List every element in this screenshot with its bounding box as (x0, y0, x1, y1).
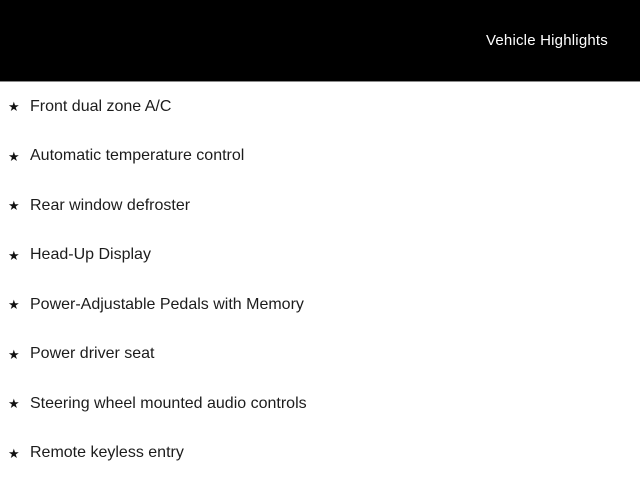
highlight-label: Automatic temperature control (30, 147, 245, 165)
highlight-label: Head-Up Display (30, 246, 151, 264)
highlight-label: Remote keyless entry (30, 444, 184, 462)
star-icon: ★ (8, 445, 20, 461)
highlight-label: Power-Adjustable Pedals with Memory (30, 295, 304, 313)
highlight-label: Power driver seat (30, 345, 155, 363)
highlight-item (0, 280, 640, 330)
page-title: Vehicle Highlights (485, 32, 608, 49)
vehicle-highlights-list (0, 82, 640, 478)
highlight-item (0, 82, 640, 132)
highlight-item (0, 379, 640, 429)
highlight-label: Steering wheel mounted audio controls (30, 394, 307, 412)
highlight-item (0, 181, 640, 231)
highlight-item (0, 429, 640, 479)
star-icon: ★ (8, 198, 20, 214)
star-icon: ★ (8, 297, 20, 313)
star-icon: ★ (8, 396, 20, 412)
star-icon: ★ (8, 247, 20, 263)
highlight-item (0, 330, 640, 380)
highlight-label: Front dual zone A/C (30, 97, 172, 115)
star-icon: ★ (8, 148, 20, 164)
header-bar (0, 0, 640, 82)
star-icon: ★ (8, 346, 20, 362)
highlight-item (0, 132, 640, 182)
star-icon: ★ (8, 99, 20, 115)
highlight-label: Rear window defroster (30, 196, 191, 214)
highlight-item (0, 231, 640, 281)
